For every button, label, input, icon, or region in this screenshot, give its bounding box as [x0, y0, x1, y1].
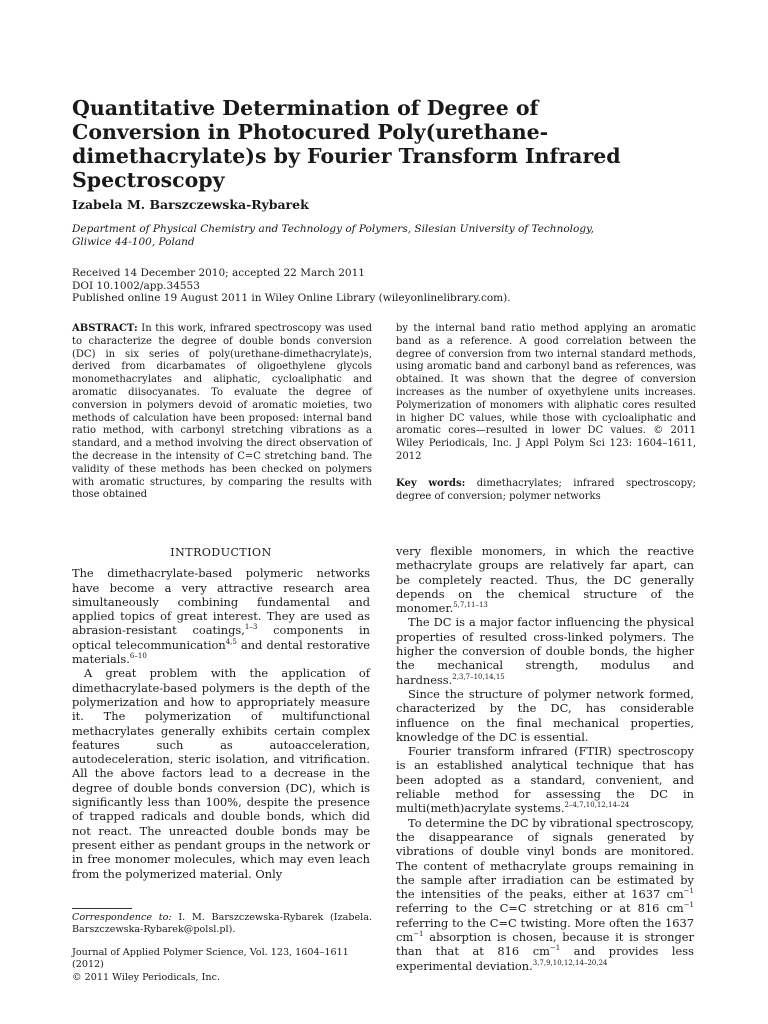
copyright-line: © 2011 Wiley Periodicals, Inc.: [72, 971, 221, 983]
keywords: [396, 478, 696, 504]
footnote-text: I. M. Barszczewska-Rybarek (Izabela. Barszczewska-Rybarek@polsl.pl).: [72, 912, 373, 936]
right-paragraph-4: [396, 744, 694, 815]
footnote-divider: [72, 908, 132, 909]
journal-citation: [72, 947, 372, 984]
text-run: and dental restorative materials.: [72, 637, 371, 667]
section-heading-introduction: INTRODUCTION: [170, 546, 272, 559]
body-left-column: [72, 544, 370, 881]
right-paragraph-3: Since the structure of polymer network formed, characterized by the DC, has considerable influence on the final mechanical properties, knowledge of the DC is essential.: [396, 686, 694, 744]
right-paragraph-2: [396, 615, 694, 686]
unit-exponent: −1: [683, 901, 694, 910]
received-line: Received 14 December 2010; accepted 22 March 2011: [72, 267, 365, 279]
citation: 1–3: [244, 623, 258, 632]
citation: 3,7,9,10,12,14–20,24: [532, 958, 608, 967]
body-right-column: [396, 544, 694, 973]
keywords-label: Key words:: [396, 477, 466, 489]
article-history: [72, 267, 672, 305]
citation: 4,5: [225, 637, 237, 646]
journal-line: Journal of Applied Polymer Science, Vol. 123, 1604–1611 (2012): [72, 947, 349, 971]
unit-exponent: −1: [683, 887, 694, 896]
abstract-right-column: [396, 323, 696, 503]
correspondence-footnote: [72, 912, 372, 937]
citation: 2–4,7,10,12,14–24: [564, 801, 630, 810]
text-run: The dimethacrylate-based polymeric networks have become a very attractive research area simultaneously combining fundamental and applied topics of great interest. They are used as abrasion-resistant coatings,: [72, 566, 370, 638]
footnote-label: Correspondence to:: [72, 912, 172, 923]
text-run: components in optical telecommunication: [72, 623, 370, 652]
abstract-left-column: [72, 323, 372, 502]
citation: 6–10: [129, 652, 147, 661]
citation: 5,7,11–13: [453, 601, 488, 610]
text-run: Fourier transform infrared (FTIR) spectroscopy is an established analytical technique that has been adopted as a standard, convenient, and reliable method for assessing the DC in multi(meth)acrylate systems.: [396, 744, 694, 816]
intro-paragraph-1: [72, 566, 370, 666]
published-line: Published online 19 August 2011 in Wiley Online Library (wileyonlinelibrary.com).: [72, 292, 511, 304]
text-run: and provides less experimental deviation.: [396, 944, 694, 973]
unit-exponent: −1: [413, 930, 424, 939]
author-affiliation: Department of Physical Chemistry and Technology of Polymers, Silesian University of Technology, Gliwice 44-100, Poland: [72, 223, 594, 248]
unit-exponent: −1: [549, 944, 561, 953]
paper-title: Quantitative Determination of Degree of Conversion in Photocured Poly(urethane-dimethacrylate)s by Fourier Transform Infrared Spectroscopy: [72, 96, 621, 192]
keywords-text: dimethacrylates; infrared spectroscopy; degree of conversion; polymer networks: [396, 477, 696, 502]
text-run: To determine the DC by vibrational spectroscopy, the disappearance of signals generated by vibrations of double vinyl bonds are monitored. The content of methacrylate groups remaining in the sample after irradiation can be estimated by the intensities of the peaks, either at 1637 cm: [396, 815, 694, 902]
text-run: very flexible monomers, in which the reactive methacrylate groups are relatively far apart, can be completely reacted. Thus, the DC generally depends on the chemical structure of the monomer.: [396, 544, 694, 616]
text-run: referring to the C=C twisting. More often the 1637 cm: [396, 915, 694, 945]
author-name: Izabela M. Barszczewska-Rybarek: [72, 197, 309, 212]
abstract-text-left: In this work, infrared spectroscopy was used to characterize the degree of double bonds conversion (DC) in six series of poly(urethane-dimethacrylate)s, derived from dicarbamates of oligoethylene glycols monomethacrylates and aliphatic, cycloaliphatic and aromatic diisocyanates. To evaluate the degree of conversion in polymers devoid of aromatic moieties, two methods of calculation have been proposed: internal band ratio method, with carbonyl stretching vibrations as a standard, and a method involving the direct observation of the decrease in the intensity of C=C stretching band. The validity of these methods has been checked on polymers with aromatic structures, by comparing the results with those obtained: [72, 323, 372, 501]
abstract-text-right: by the internal band ratio method applying an aromatic band as a reference. A good correlation between the degree of conversion from two internal standard methods, using aromatic band and carbonyl band as references, was obtained. It was shown that the degree of conversion increases as the number of oxyethylene units increases. Polymerization of monomers with aliphatic cores resulted in higher DC values, while those with cycloaliphatic and aromatic cores—resulted in lower DC values. © 2011 Wiley Periodicals, Inc. J Appl Polym Sci 123: 1604–1611, 2012: [396, 323, 696, 462]
citation: 2,3,7–10,14,15: [452, 672, 505, 681]
abstract-label: ABSTRACT:: [72, 323, 138, 334]
right-paragraph-1: [396, 544, 694, 615]
text-run: referring to the C=C stretching or at 816 cm: [396, 901, 684, 916]
intro-paragraph-2: A great problem with the application of dimethacrylate-based polymers is the depth of the polymerization and how to appropriately measure it. The polymerization of multifunctional methacrylates generally exhibits certain complex features such as autoacceleration, autodeceleration, steric isolation, and vitrification. All the above factors lead to a decrease in the degree of double bonds conversion (DC), which is significantly less than 100%, despite the presence of trapped radicals and double bonds, which did not react. The unreacted double bonds may be present either as pendant groups in the network or in free monomer molecules, which may even leach from the polymerized material. Only: [72, 666, 370, 881]
text-run: The DC is a major factor influencing the physical properties of resulted cross-linked polymers. The higher the conversion of double bonds, the higher the mechanical strength, modulus and hardness.: [396, 615, 694, 687]
doi-line: DOI 10.1002/app.34553: [72, 279, 200, 292]
text-run: absorption is chosen, because it is stronger than that at 816 cm: [396, 930, 694, 959]
right-paragraph-5: [396, 816, 694, 973]
